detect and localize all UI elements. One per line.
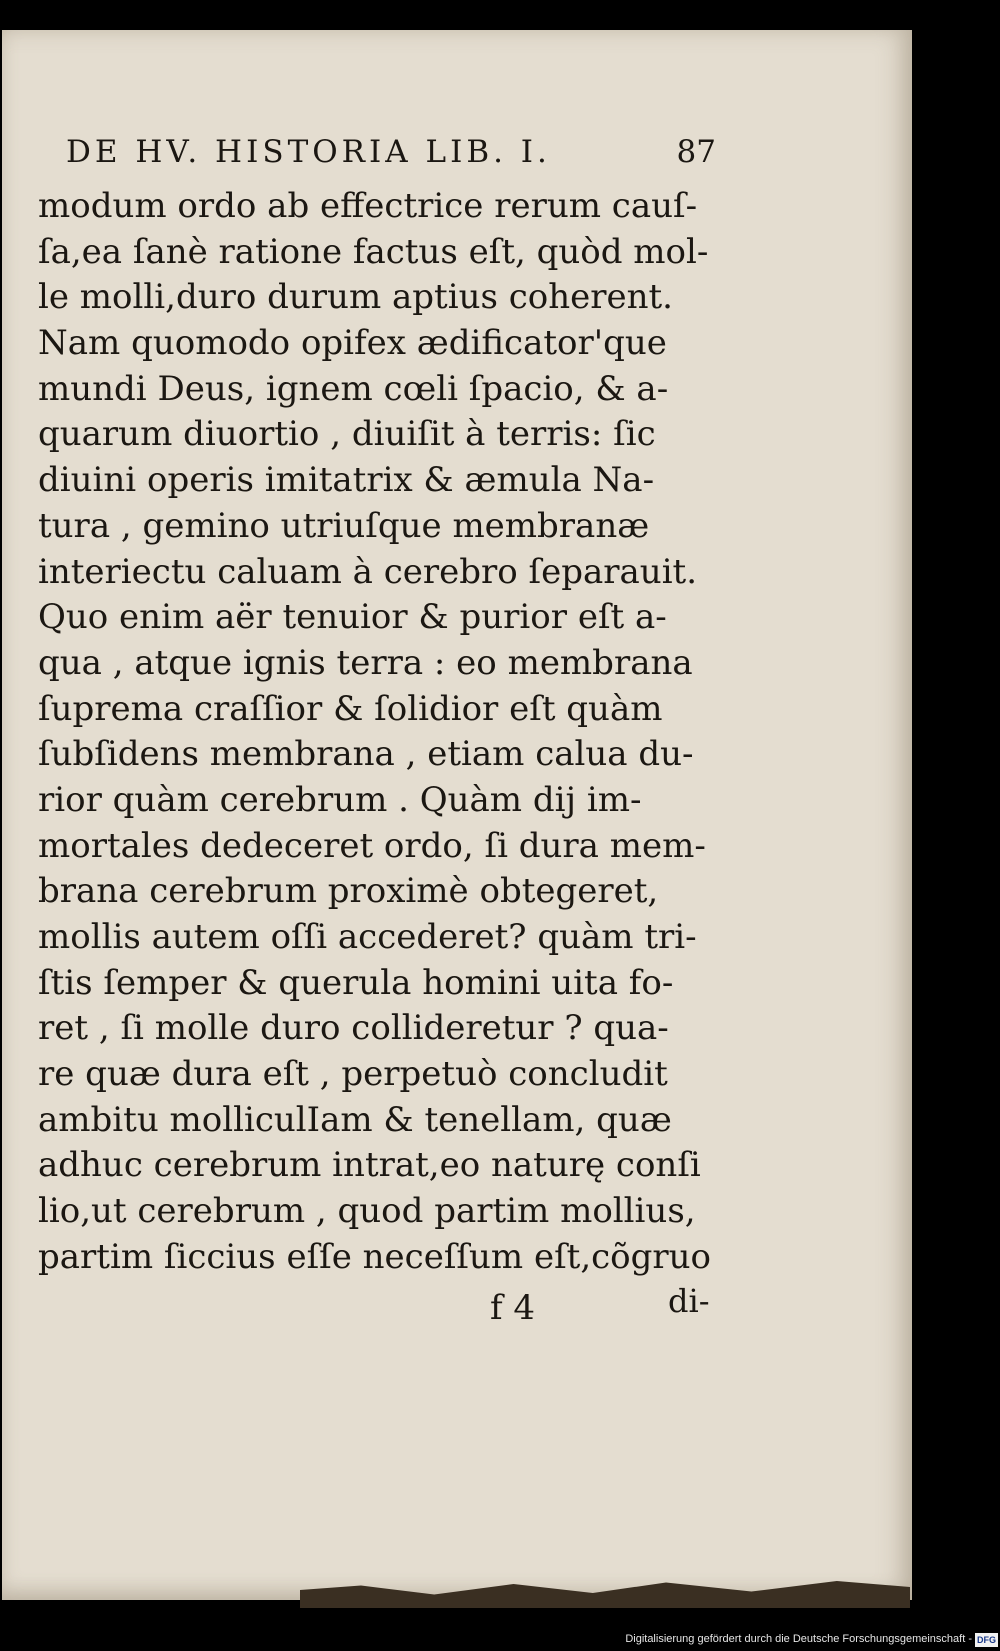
text-line: re quæ dura eſt , perpetuò concludit xyxy=(38,1054,668,1095)
text-line: mollis autem oſſi accederet? quàm tri- xyxy=(38,917,697,957)
text-line: ſtis ſemper & querula homini uita fo- xyxy=(38,962,674,1003)
text-line: adhuc cerebrum intrat,eo naturę conſi xyxy=(38,1145,701,1186)
footer-bar xyxy=(0,1629,1000,1651)
text-line: qua , atque ignis terra : eo membrana xyxy=(38,642,693,683)
running-head-title: DE HV. HISTORIA LIB. I. xyxy=(66,134,551,170)
text-line: quarum diuortio , diuiſit à terris: ſic xyxy=(38,414,656,455)
text-line: le molli,duro durum aptius coherent. xyxy=(38,277,673,318)
text-line: Nam quomodo opifex ædificator'que xyxy=(38,323,667,364)
text-line: partim ſiccius eſſe neceſſum eſt,cõgruo xyxy=(38,1236,712,1277)
text-line: tura , gemino utriuſque membranæ xyxy=(38,505,650,546)
text-line: brana cerebrum proximè obtegeret, xyxy=(38,871,659,912)
text-line: diuini operis imitatrix & æmula Na- xyxy=(38,460,655,501)
text-line: modum ordo ab effectrice rerum cauſ- xyxy=(38,186,698,226)
text-line: ſubſidens membrana , etiam calua du- xyxy=(38,734,694,775)
text-line: mortales dedeceret ordo, ſi dura mem- xyxy=(38,825,706,866)
catchword: di- xyxy=(668,1282,710,1320)
text-line: rior quàm cerebrum . Quàm dij im- xyxy=(38,779,642,820)
book-page xyxy=(2,30,912,1600)
text-line: mundi Deus, ignem cœli ſpacio, & a- xyxy=(38,368,669,409)
running-head xyxy=(66,130,716,174)
dfg-logo-icon: DFG xyxy=(977,1635,996,1645)
text-line: interiectu caluam à cerebro ſeparauit. xyxy=(38,551,698,592)
body-text xyxy=(38,184,718,1281)
text-line: ambitu molliculIam & tenellam, quæ xyxy=(38,1099,672,1140)
signature-mark: f 4 xyxy=(490,1288,536,1328)
text-line: ſa,ea ſanè ratione factus eſt, quòd mol- xyxy=(38,231,709,272)
text-line: Quo enim aër tenuior & purior eſt a- xyxy=(38,597,667,638)
text-line: ſuprema craſſior & ſolidior eſt quàm xyxy=(38,688,663,729)
text-line: ret , ſi molle duro collideretur ? qua- xyxy=(38,1008,669,1049)
funding-credit: Digitalisierung gefördert durch die Deutsche Forschungsgemeinschaft - xyxy=(625,1633,972,1645)
page-number: 87 xyxy=(676,134,716,170)
text-line: lio,ut cerebrum , quod partim mollius, xyxy=(38,1191,696,1232)
